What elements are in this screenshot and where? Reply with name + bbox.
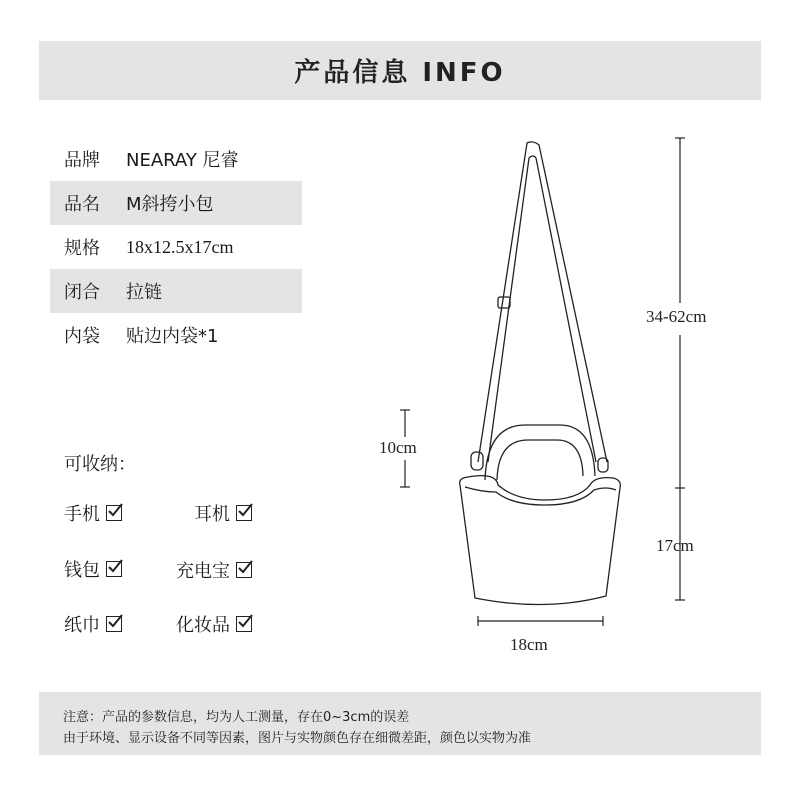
strap-length-label: 34-62cm (646, 307, 707, 326)
spec-value: 拉链 (126, 282, 162, 303)
capacity-label: 钱包 (64, 560, 100, 581)
bag-height-label: 17cm (656, 536, 694, 555)
spec-key: 品牌 (64, 150, 100, 171)
bag-width-label: 18cm (510, 635, 548, 654)
capacity-label: 耳机 (194, 504, 230, 525)
spec-value: 18x12.5x17cm (126, 236, 234, 257)
capacity-title: 可收纳： (64, 454, 136, 475)
disclaimer-line: 由于环境、显示设备不同等因素，图片与实物颜色存在细微差距，颜色以实物为准 (63, 731, 532, 746)
spec-key: 品名 (64, 194, 100, 215)
spec-value: 贴边内袋*1 (126, 326, 219, 347)
page-title: 产品信息 INFO (294, 58, 506, 88)
capacity-label: 手机 (64, 504, 100, 525)
capacity-label: 纸巾 (64, 615, 100, 636)
disclaimer-line: 注意：产品的参数信息，均为人工测量，存在0~3cm的误差 (63, 710, 410, 725)
spec-value: M斜挎小包 (126, 194, 214, 215)
capacity-label: 化妆品 (176, 615, 230, 636)
spec-value: NEARAY 尼睿 (126, 150, 239, 171)
disclaimer-footer (39, 692, 761, 755)
spec-key: 闭合 (64, 282, 100, 303)
capacity-label: 充电宝 (176, 561, 230, 582)
handle-height-label: 10cm (379, 438, 417, 457)
spec-key: 内袋 (64, 326, 100, 347)
spec-key: 规格 (64, 238, 100, 259)
